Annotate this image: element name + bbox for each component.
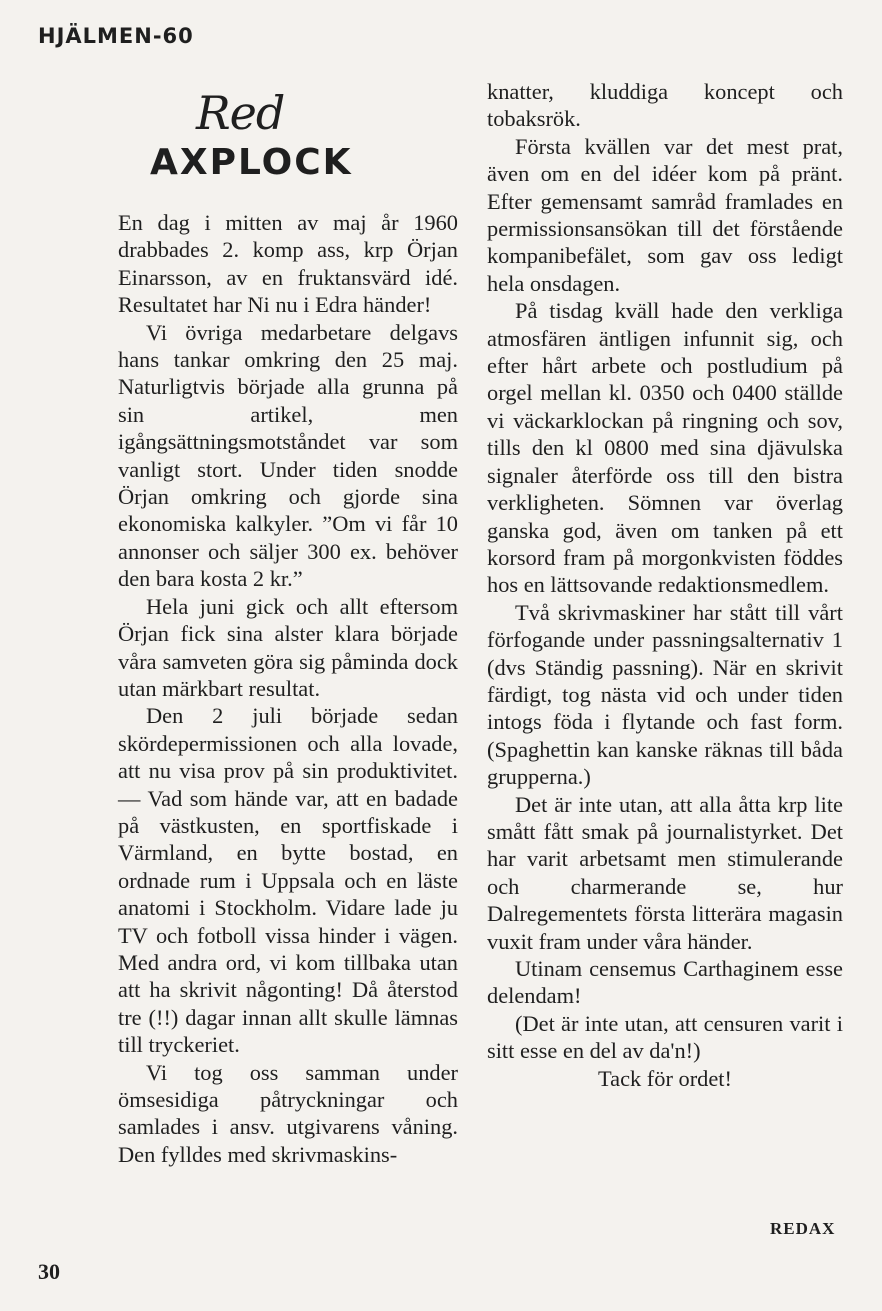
- paragraph: Utinam censemus Carthaginem esse delendam!: [487, 956, 843, 1009]
- right-column: [487, 78, 843, 1092]
- article-title: AXPLOCK: [150, 142, 353, 183]
- page-number: 30: [38, 1259, 60, 1284]
- paragraph: På tisdag kväll hade den verkliga atmosfären äntligen infunnit sig, och efter hårt arbete och postludium på orgel mellan kl. 0350 och 0400 ställde vi väckarklockan på ringning och sov, tills den kl 0800 med sina djävulska signaler återförde oss till den bistra verkligheten. Sömnen var överlag ganska god, även om tanken på ett korsord fram på morgonkvisten föddes hos en lättsovande redaktionsmedlem.: [487, 298, 843, 598]
- paragraph: Vi tog oss samman under ömsesidiga påtryckningar och samlades i ansv. utgivarens våning. Den fylldes med skrivmaskins-: [118, 1059, 458, 1167]
- signature: REDAX: [770, 1219, 836, 1238]
- paragraph: (Det är inte utan, att censuren varit i sitt esse en del av da'n!): [487, 1010, 843, 1064]
- paragraph: Första kvällen var det mest prat, även om en del idéer kom på pränt. Efter gemensamt samråd framlades en permissionsansökan till det förstående kompanibefälet, som gav oss ledigt hela onsdagen.: [487, 133, 843, 296]
- paragraph: knatter, kluddiga koncept och tobaksrök.: [487, 79, 843, 132]
- paragraph: Två skrivmaskiner har stått till vårt förfogande under passningsalternativ 1 (dvs Ständig passning). När en skrivit färdigt, tog nästa vid och under tiden intogs föda i flytande och fast form. (Spaghettin kan kanske räknas till båda grupperna.): [487, 599, 843, 790]
- section-logo: Red: [196, 86, 285, 140]
- paragraph: Den 2 juli började sedan skördepermissionen och alla lovade, att nu visa prov på sin produktivitet. — Vad som hände var, att en badade på västkusten, en sportfiskade i Värmland, en bytte bostad, en ordnade rum i Uppsala och en läste anatomi i Stockholm. Vidare lade ju TV och fotboll vissa hinder i vägen. Med andra ord, vi kom tillbaka utan att ha skrivit någonting! Då återstod tre (!!) dagar innan allt skulle lämnas till tryckeriet.: [118, 703, 458, 1058]
- paragraph: Hela juni gick och allt eftersom Örjan fick sina alster klara började våra samveten göra sig påminda dock utan märkbart resultat.: [118, 593, 458, 701]
- paragraph: En dag i mitten av maj år 1960 drabbades 2. komp ass, krp Örjan Einarsson, av en fruktansvärd idé. Resultatet har Ni nu i Edra händer!: [118, 210, 458, 318]
- closing-line: Tack för ordet!: [598, 1065, 732, 1091]
- paragraph: Det är inte utan, att alla åtta krp lite smått fått smak på journalistyrket. Det har varit arbetsamt men stimulerande och charmerande se, hur Dalregementets första litterära magasin vuxit fram under våra händer.: [487, 791, 843, 954]
- paragraph: Vi övriga medarbetare delgavs hans tankar omkring den 25 maj. Naturligtvis började alla grunna på sin artikel, men igångsättningsmotståndet var som vanligt stort. Under tiden snodde Örjan omkring och gjorde sina ekonomiska kalkyler. ”Om vi får 10 annonser och säljer 300 ex. behöver den bara kosta 2 kr.”: [118, 319, 458, 592]
- running-head: HJÄLMEN-60: [38, 24, 194, 48]
- left-column: [118, 209, 458, 1168]
